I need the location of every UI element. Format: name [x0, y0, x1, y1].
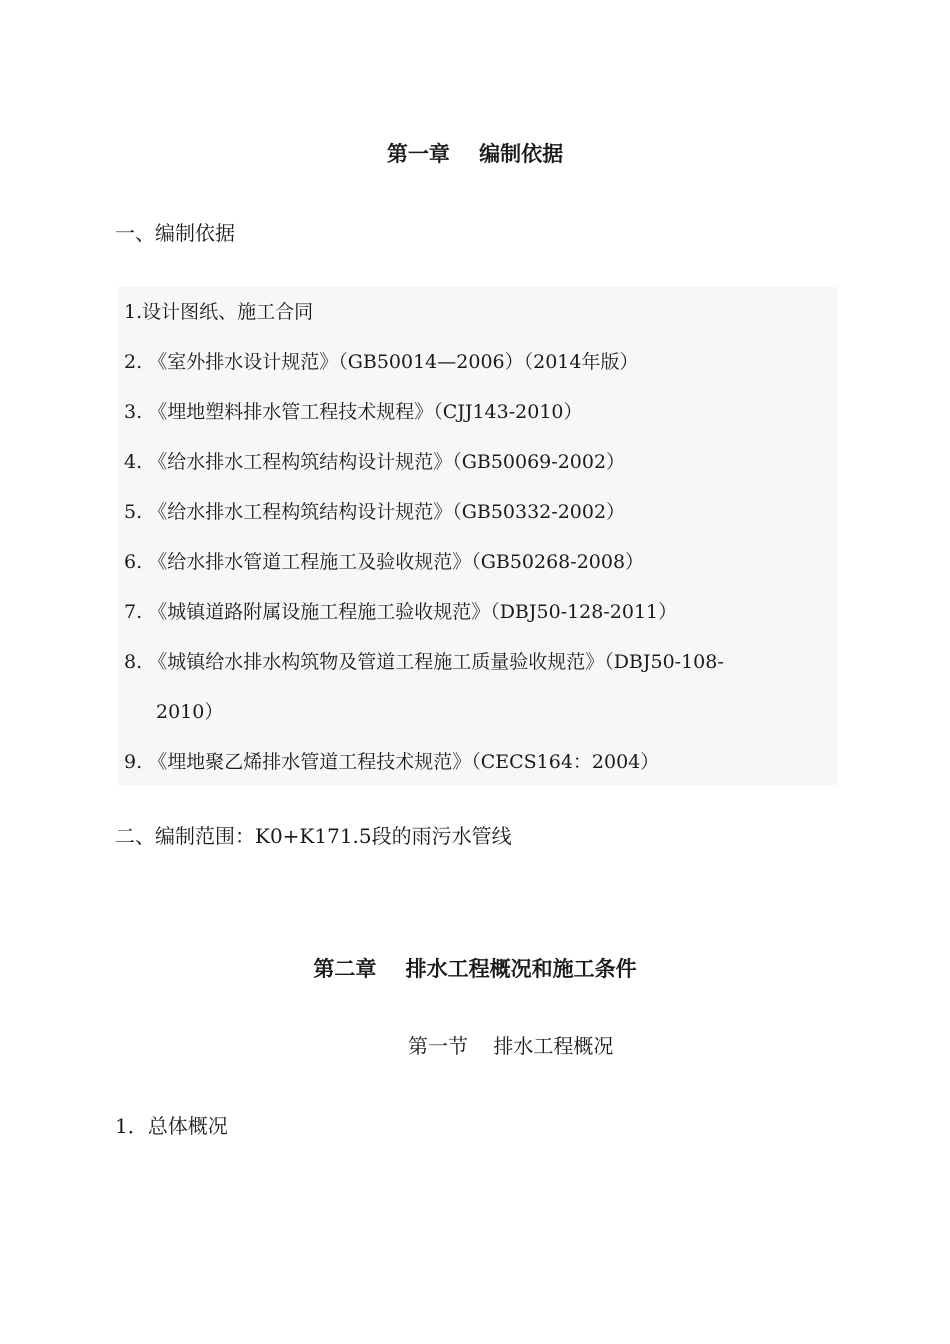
- reference-number: 9.: [124, 751, 143, 773]
- reference-text-continued: 2010）: [156, 701, 224, 723]
- reference-text: 《给水排水管道工程施工及验收规范》（GB50268-2008）: [148, 551, 645, 573]
- reference-item: [118, 737, 838, 787]
- chapter-1-title: 第一章 编制依据: [386, 142, 564, 166]
- reference-number: 8.: [124, 651, 143, 673]
- reference-item: [118, 587, 838, 637]
- reference-item: [118, 487, 838, 537]
- reference-item: [118, 387, 838, 437]
- section-scope-heading: 二、编制范围：K0+K171.5段的雨污水管线: [115, 824, 512, 848]
- reference-item: [118, 537, 838, 587]
- chapter-2-title: 第二章 排水工程概况和施工条件: [313, 957, 637, 981]
- reference-text: 《城镇道路附属设施工程施工验收规范》（DBJ50-128-2011）: [148, 601, 678, 623]
- reference-item: [118, 287, 838, 337]
- reference-item: [118, 637, 838, 737]
- reference-text: 《室外排水设计规范》（GB50014—2006）（2014年版）: [148, 351, 639, 373]
- reference-text: 《给水排水工程构筑结构设计规范》（GB50332-2002）: [148, 501, 626, 523]
- reference-text: 设计图纸、施工合同: [142, 301, 314, 323]
- reference-text: 《城镇给水排水构筑物及管道工程施工质量验收规范》（DBJ50-108-: [148, 651, 724, 673]
- section-basis-heading: 一、编制依据: [115, 221, 235, 245]
- reference-item: [118, 437, 838, 487]
- reference-number: 6.: [124, 551, 143, 573]
- overview-heading: 1．总体概况: [115, 1114, 228, 1138]
- reference-number: 4.: [124, 451, 143, 473]
- reference-number: 1.: [124, 301, 143, 323]
- reference-list-block: [118, 287, 838, 785]
- reference-item: [118, 337, 838, 387]
- reference-number: 2.: [124, 351, 143, 373]
- reference-number: 3.: [124, 401, 143, 423]
- reference-text: 《埋地塑料排水管工程技术规程》（CJJ143-2010）: [148, 401, 583, 423]
- reference-number: 7.: [124, 601, 143, 623]
- reference-text: 《埋地聚乙烯排水管道工程技术规范》（CECS164：2004）: [148, 751, 660, 773]
- reference-number: 5.: [124, 501, 143, 523]
- reference-text: 《给水排水工程构筑结构设计规范》（GB50069-2002）: [148, 451, 626, 473]
- section-title: 第一节 排水工程概况: [408, 1034, 614, 1058]
- reference-list: [118, 287, 838, 787]
